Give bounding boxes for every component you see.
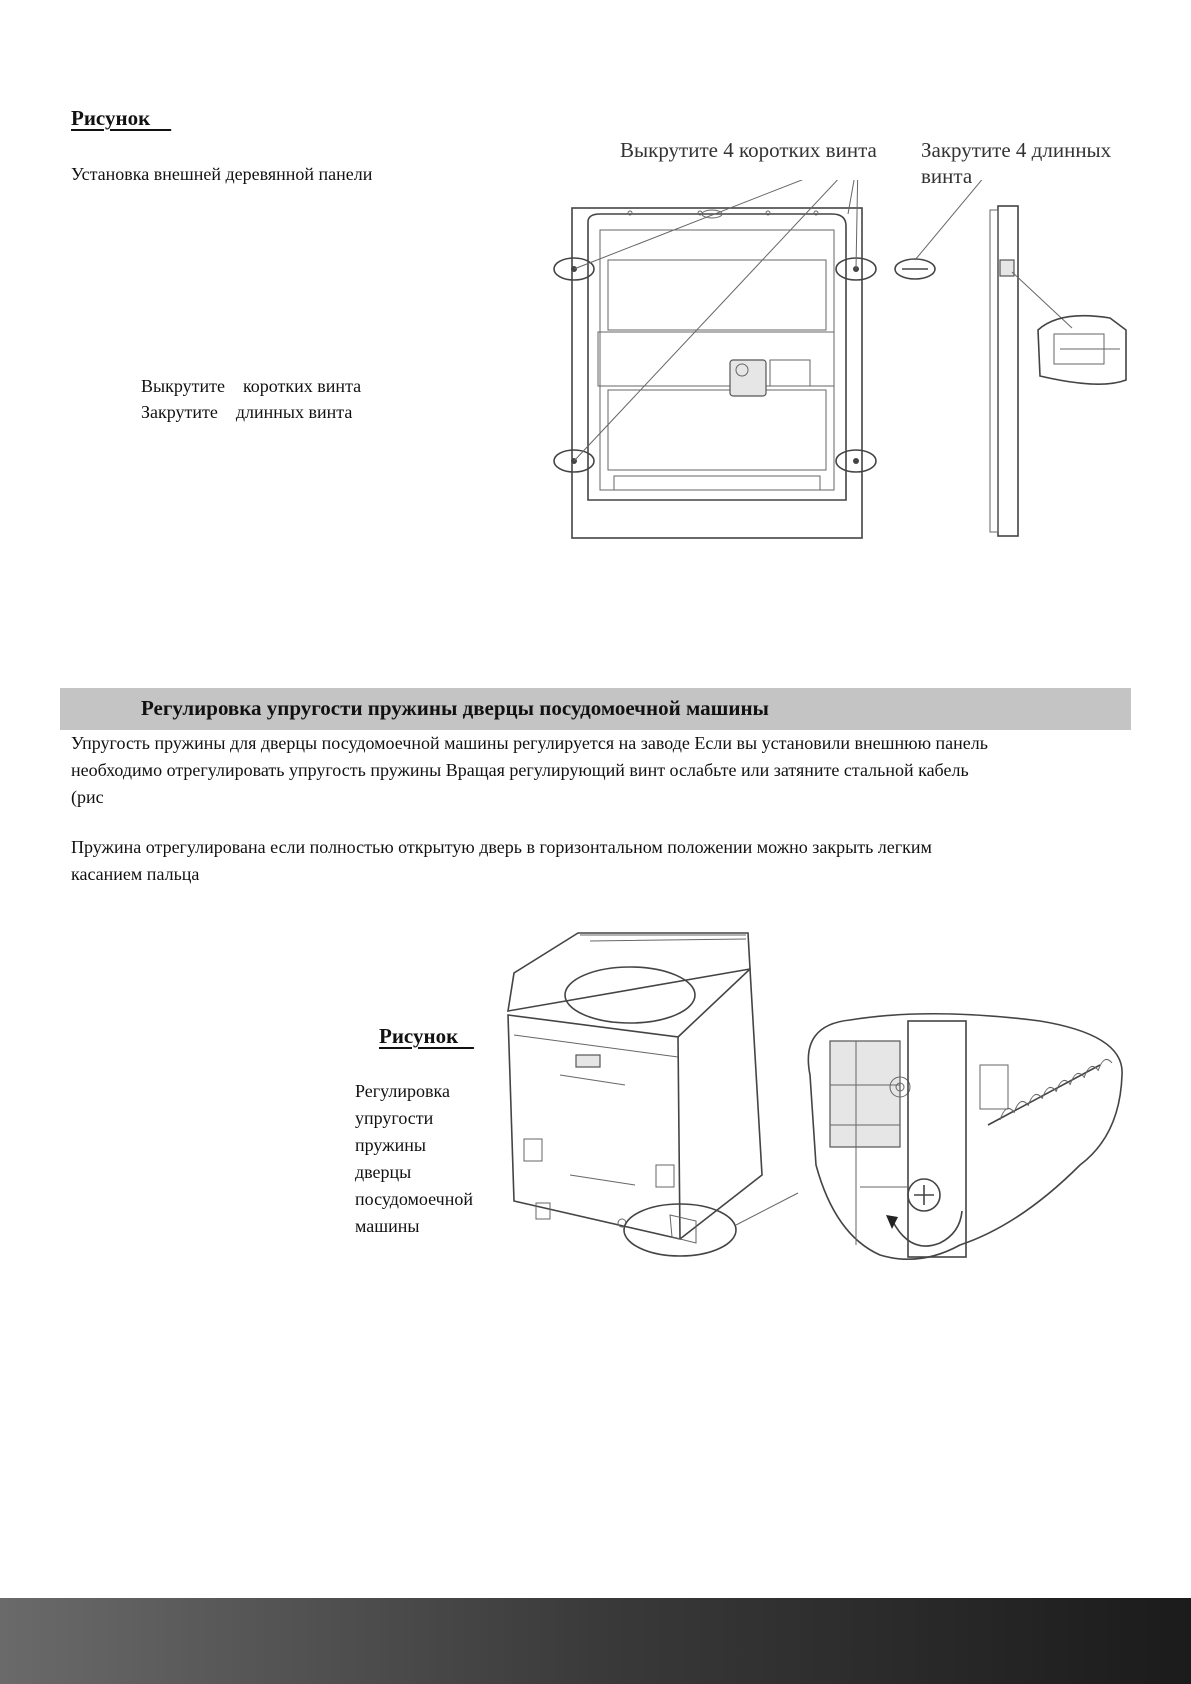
- callout-tighten-long-screws-line2: винта: [921, 164, 973, 188]
- section-heading-bar: [60, 688, 1131, 730]
- figure1-note-line2: Закрутите длинных винта: [141, 402, 353, 422]
- callout-remove-short-screws: Выкрутите 4 коротких винта: [620, 138, 877, 162]
- figure2-caption-line: машины: [355, 1216, 420, 1236]
- paragraph-1: [71, 730, 1131, 811]
- callout-tighten-long-screws: Закрутите 4 длинных: [921, 138, 1112, 162]
- figure2-caption-line: посудомоечной: [355, 1189, 473, 1209]
- figure1-note-line1: Выкрутите коротких винта: [141, 376, 362, 396]
- paragraph-2-line-2: касанием пальца: [71, 864, 200, 884]
- paragraph-2-line-1: Пружина отрегулирована если полностью открытую дверь в горизонтальном положении можно закрыть легким: [71, 837, 932, 857]
- paragraph-1-line-3: (рис: [71, 787, 104, 807]
- figure2-caption-line: упругости: [355, 1108, 434, 1128]
- figure2-caption-line: дверцы: [355, 1162, 412, 1182]
- door-panel-diagram: [540, 180, 1140, 550]
- figure2-caption-line: пружины: [355, 1135, 426, 1155]
- figure2-caption-line: Регулировка: [355, 1081, 450, 1101]
- figure2-title: Рисунок: [379, 1024, 474, 1048]
- figure1-caption: Установка внешней деревянной панели: [71, 164, 373, 184]
- spring-adjustment-diagram: [500, 925, 1130, 1365]
- figure2-caption: [355, 1078, 473, 1240]
- paragraph-1-line-2: необходимо отрегулировать упругость пружины Вращая регулирующий винт ослабьте или затяните стальной кабель: [71, 760, 969, 780]
- figure1-title: Рисунок: [71, 106, 172, 130]
- paragraph-2: [71, 834, 1131, 888]
- footer-band: [0, 1598, 1191, 1684]
- section-heading: Регулировка упругости пружины дверцы посудомоечной машины: [141, 696, 769, 720]
- paragraph-1-line-1: Упругость пружины для дверцы посудомоечной машины регулируется на заводе Если вы установили внешнюю панель: [71, 733, 988, 753]
